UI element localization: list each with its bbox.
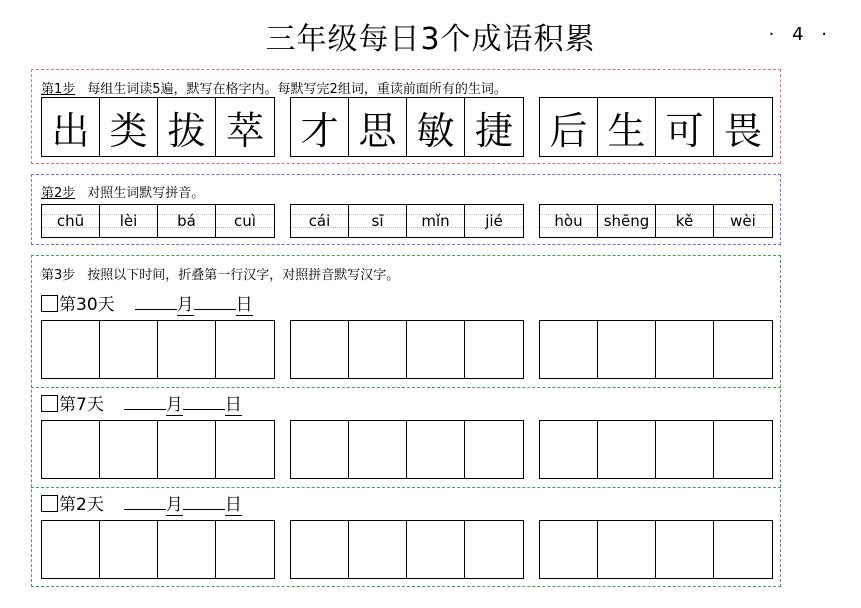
write-cell[interactable]: [291, 321, 349, 378]
char-cell: 捷: [474, 108, 513, 153]
month-blank[interactable]: [124, 492, 166, 510]
step1-header: [41, 78, 507, 97]
blank-group: [41, 420, 275, 479]
month-blank[interactable]: [124, 392, 166, 410]
section-divider: [31, 487, 781, 488]
day-blank[interactable]: [183, 392, 225, 410]
write-cell[interactable]: [540, 321, 598, 378]
step3-label: 第3步: [41, 268, 76, 283]
pinyin-cell: jié: [465, 205, 523, 237]
page-title: 三年级每日3个成语积累: [265, 22, 596, 57]
pinyin-cell: hòu: [540, 205, 598, 237]
step1-label: 第1步: [41, 82, 76, 97]
write-cell[interactable]: [656, 321, 714, 378]
write-cell[interactable]: [100, 321, 158, 378]
blank-group: [41, 520, 275, 579]
step1-section: [31, 69, 781, 164]
section-divider: [31, 387, 781, 388]
write-cell[interactable]: [714, 521, 772, 578]
month-unit: 月: [177, 290, 194, 316]
char-cell: 后: [540, 98, 598, 156]
write-cell[interactable]: [656, 521, 714, 578]
day-row-30: [41, 290, 253, 316]
blank-group: [41, 320, 275, 379]
write-cell[interactable]: [216, 321, 274, 378]
page-number: · 4 ·: [768, 24, 833, 45]
day-blank[interactable]: [183, 492, 225, 510]
day-label: 第30天: [59, 295, 115, 315]
blank-group: [539, 420, 773, 479]
step2-instruction: 对照生词默写拼音。: [87, 186, 205, 201]
blank-group: [290, 520, 524, 579]
review-checkbox[interactable]: [41, 495, 58, 512]
day-row-7: [41, 390, 242, 416]
step1-instruction: 每组生词读5遍，默写在格字内。每默写完2组词，重读前面所有的生词。: [87, 82, 507, 97]
write-cell[interactable]: [598, 321, 656, 378]
step2-header: [41, 182, 204, 201]
write-cell[interactable]: [540, 521, 598, 578]
char-cell: 出: [42, 98, 100, 156]
day-unit: 日: [225, 490, 242, 516]
write-cell[interactable]: [714, 321, 772, 378]
blank-group: [290, 320, 524, 379]
month-blank[interactable]: [135, 292, 177, 310]
char-cell: 类: [100, 98, 158, 156]
char-group-1: [41, 97, 275, 157]
write-cell[interactable]: [407, 321, 465, 378]
day-unit: 日: [225, 390, 242, 416]
month-unit: 月: [166, 490, 183, 516]
month-unit: 月: [166, 390, 183, 416]
review-checkbox[interactable]: [41, 295, 58, 312]
write-cell[interactable]: [465, 321, 523, 378]
pinyin-group-3: [539, 204, 773, 238]
pinyin-group-1: [41, 204, 275, 238]
char-cell: 拔: [158, 98, 216, 156]
write-cell[interactable]: [465, 521, 523, 578]
write-cell[interactable]: [291, 421, 349, 478]
write-cell[interactable]: [42, 421, 100, 478]
blank-group: [290, 420, 524, 479]
day-row-2: [41, 490, 242, 516]
review-checkbox[interactable]: [41, 395, 58, 412]
day-label: 第2天: [59, 495, 104, 515]
pinyin-cell: bá: [158, 205, 216, 237]
pinyin-cell: shēng: [598, 205, 656, 237]
pinyin-cell: kě: [656, 205, 714, 237]
char-cell: 生: [598, 98, 656, 156]
pinyin-cell: sī: [349, 205, 407, 237]
step3-section: [31, 255, 781, 587]
char-cell: 才: [291, 98, 349, 156]
write-cell[interactable]: [349, 521, 407, 578]
write-cell[interactable]: [598, 421, 656, 478]
pinyin-group-2: [290, 204, 524, 238]
blank-group: [539, 520, 773, 579]
step3-instruction: 按照以下时间，折叠第一行汉字，对照拼音默写汉字。: [87, 268, 400, 283]
char-group-2: [290, 97, 524, 157]
write-cell[interactable]: [100, 421, 158, 478]
write-cell[interactable]: [42, 321, 100, 378]
step2-label: 第2步: [41, 186, 76, 201]
write-cell[interactable]: [465, 421, 523, 478]
pinyin-cell: chū: [42, 205, 100, 237]
write-cell[interactable]: [598, 521, 656, 578]
char-cell: 畏: [723, 108, 762, 153]
day-blank[interactable]: [194, 292, 236, 310]
pinyin-cell: mǐn: [407, 205, 465, 237]
write-cell[interactable]: [540, 421, 598, 478]
char-cell: 萃: [225, 108, 264, 153]
write-cell[interactable]: [349, 421, 407, 478]
pinyin-cell: wèi: [714, 205, 772, 237]
write-cell[interactable]: [158, 521, 216, 578]
write-cell[interactable]: [216, 421, 274, 478]
char-cell: 可: [656, 98, 714, 156]
char-group-3: [539, 97, 773, 157]
char-cell: 思: [349, 98, 407, 156]
pinyin-cell: cuì: [216, 205, 274, 237]
write-cell[interactable]: [349, 321, 407, 378]
write-cell[interactable]: [407, 421, 465, 478]
write-cell[interactable]: [158, 321, 216, 378]
write-cell[interactable]: [291, 521, 349, 578]
write-cell[interactable]: [42, 521, 100, 578]
step3-header: [41, 264, 399, 283]
write-cell[interactable]: [158, 421, 216, 478]
pinyin-cell: lèi: [100, 205, 158, 237]
blank-group: [539, 320, 773, 379]
write-cell[interactable]: [407, 521, 465, 578]
write-cell[interactable]: [656, 421, 714, 478]
step2-section: [31, 174, 781, 245]
char-cell: 敏: [407, 98, 465, 156]
write-cell[interactable]: [100, 521, 158, 578]
day-unit: 日: [236, 290, 253, 316]
day-label: 第7天: [59, 395, 104, 415]
write-cell[interactable]: [714, 421, 772, 478]
write-cell[interactable]: [216, 521, 274, 578]
pinyin-cell: cái: [291, 205, 349, 237]
